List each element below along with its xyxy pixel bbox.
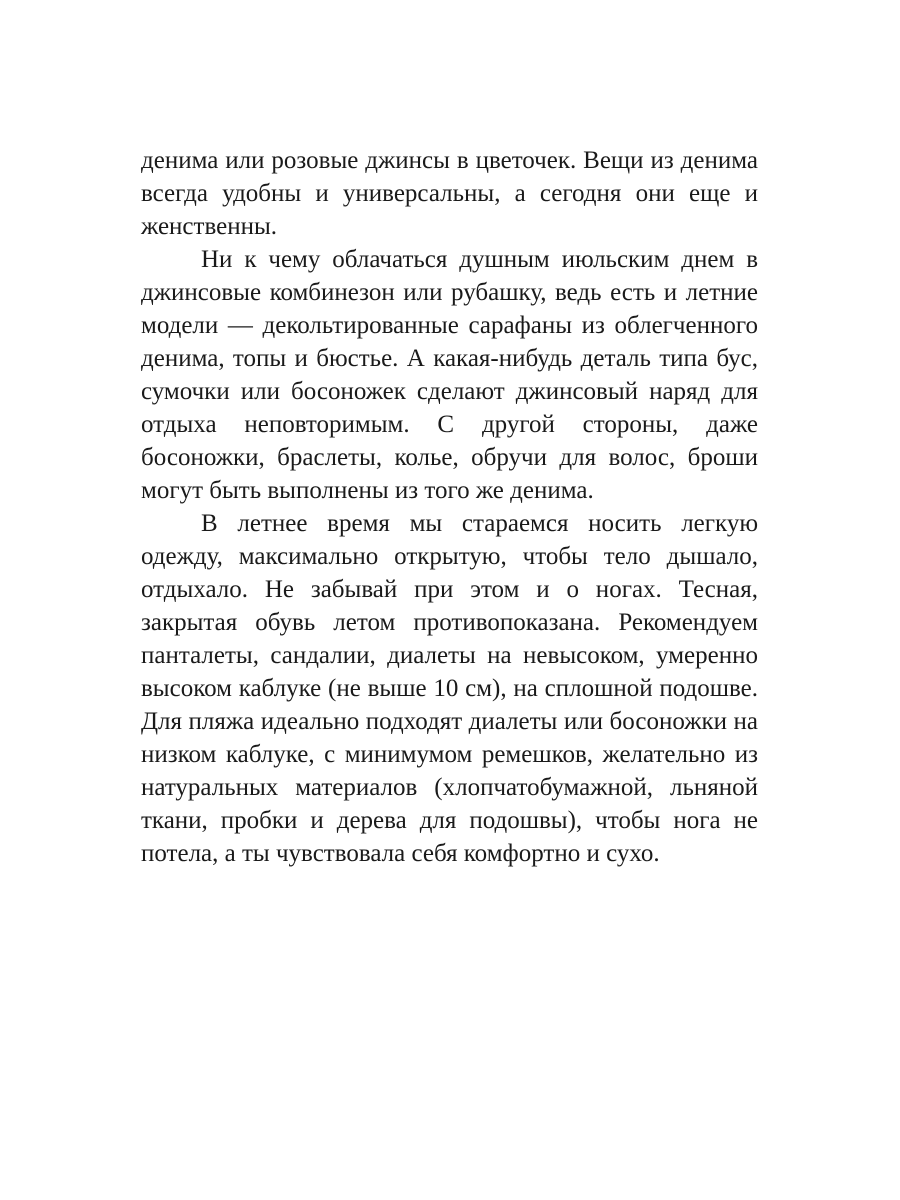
- paragraph-continuation: денима или розовые джинсы в цветочек. Вещи из денима всегда удобны и универсальны, а сегодня они еще и женственны.: [141, 147, 758, 240]
- paragraph-denim-summer-models: Ни к чему облачаться душным июльским днем в джинсовые комбинезон или рубашку, ведь есть и летние модели — декольтированные сарафаны из облегченного денима, топы и бюстье. А какая-нибудь деталь типа бус, сумочки или босоножек сделают джинсовый наряд для отдыха неповторимым. С другой стороны, даже босоножки, браслеты, колье, обручи для волос, броши могут быть выполнены из того же денима.: [141, 246, 758, 504]
- body-text: [141, 144, 758, 870]
- paragraph-summer-footwear: В летнее время мы стараемся носить легкую одежду, максимально открытую, чтобы тело дышало, отдыхало. Не забывай при этом и о ногах. Тесная, закрытая обувь летом противопоказана. Рекомендуем панталеты, сандалии, диалеты на невысоком, умеренно высоком каблуке (не выше 10 см), на сплошной подошве. Для пляжа идеально подходят диалеты или босоножки на низком каблуке, с минимумом ремешков, желательно из натуральных материалов (хлопчатобумажной, льняной ткани, пробки и дерева для подошвы), чтобы нога не потела, а ты чувствовала себя комфортно и сухо.: [141, 510, 758, 867]
